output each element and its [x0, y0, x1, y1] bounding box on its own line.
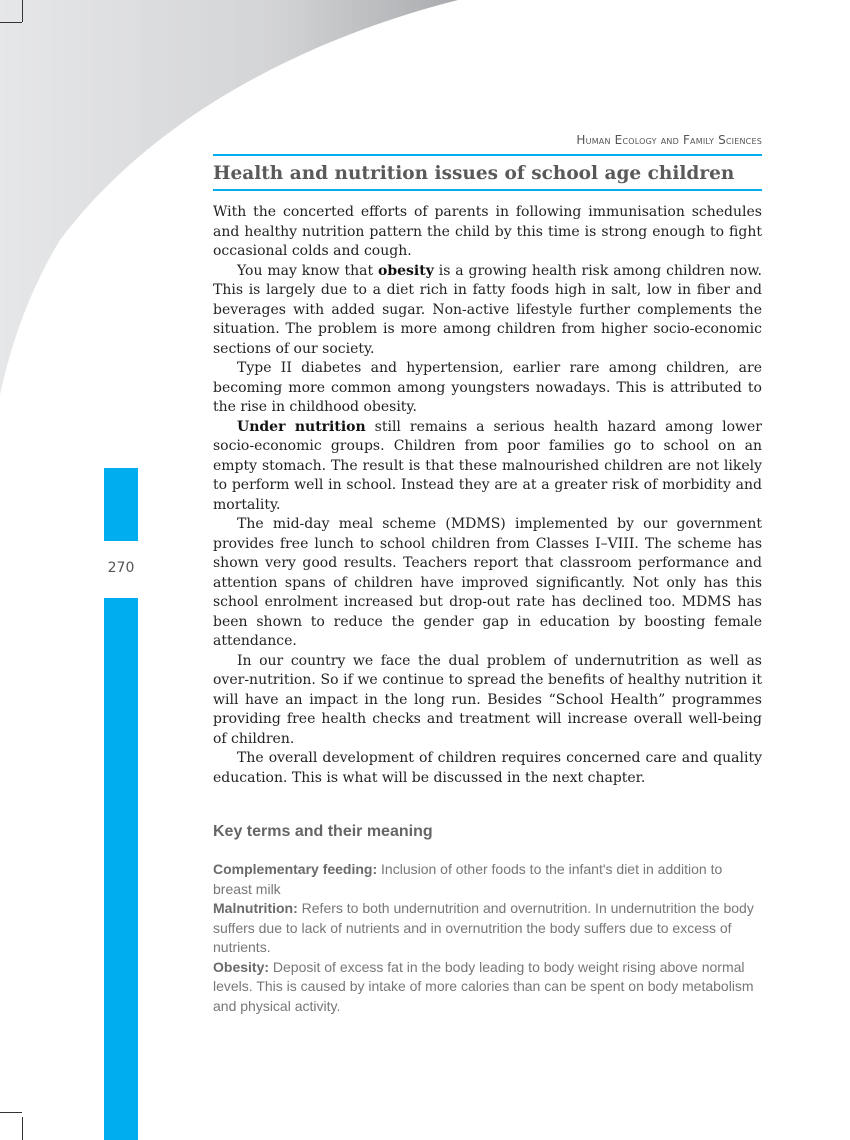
paragraph: The overall development of children requires concerned care and quality education. This is what will be discussed in the next chapter.	[213, 750, 762, 786]
crop-mark	[0, 1112, 22, 1113]
section-title: Health and nutrition issues of school age children	[213, 163, 735, 184]
paragraph: Under nutrition still remains a serious health hazard among lower socio-economic groups. Children from poor families go to school on an empty stomach. The result is that these malnourished children are not likely to perform well in school. Instead they are at a greater risk of morbidity and mortality.	[213, 418, 762, 513]
running-head: Human Ecology and Family Sciences	[576, 133, 762, 147]
key-term-definition: Inclusion of other foods to the infant's diet in addition to breast milk	[213, 861, 723, 897]
key-terms-list	[213, 860, 762, 1016]
crop-mark	[0, 22, 22, 23]
crop-mark	[22, 1117, 23, 1140]
paragraph: The mid-day meal scheme (MDMS) implemented by our government provides free lunch to school children from Classes I–VIII. The scheme has shown very good results. Teachers report that classroom performance and attention spans of children have improved significantly. Not only has this school enrolment increased but drop-out rate has declined too. MDMS has been shown to reduce the gender gap in education by boosting female attendance.	[213, 516, 762, 649]
paragraph: With the concerted efforts of parents in following immunisation schedules and healthy nutrition pattern the child by this time is strong enough to fight occasional colds and cough.	[213, 204, 762, 259]
bold-term: Under nutrition	[237, 418, 366, 435]
key-term: Obesity:	[213, 958, 270, 975]
key-term-item	[213, 860, 762, 899]
paragraph: You may know that obesity is a growing health risk among children now. This is largely due to a diet rich in fatty foods high in salt, low in fiber and beverages with added sugar. Non-active lifestyle further complements the situation. The problem is more among children from higher socio-economic sections of our society.	[213, 262, 762, 357]
side-bar-upper	[104, 468, 138, 541]
side-bar-lower	[104, 598, 138, 1140]
key-term-definition: Refers to both undernutrition and overnutrition. In undernutrition the body suffers due to lack of nutrients and in overnutrition the body suffers due to excess of nutrients.	[213, 900, 754, 955]
key-term: Complementary feeding:	[213, 861, 378, 877]
header-rule	[213, 154, 762, 156]
paragraph: In our country we face the dual problem of undernutrition as well as over-nutrition. So if we continue to spread the benefits of healthy nutrition it will have an impact in the long run. Besides “School Health” programmes providing free health checks and treatment will increase overall well-being of children.	[213, 652, 762, 747]
key-term-definition: Deposit of excess fat in the body leading to body weight rising above normal levels. This is caused by intake of more calories than can be spent on body metabolism and physical activity.	[213, 958, 754, 1014]
body-text	[213, 203, 762, 788]
key-term-item	[213, 958, 762, 1017]
title-rule	[213, 189, 762, 191]
crop-mark	[22, 0, 23, 22]
page-number: 270	[107, 560, 135, 576]
key-term: Malnutrition:	[213, 900, 298, 916]
key-terms-title: Key terms and their meaning	[213, 823, 433, 840]
paragraph: Type II diabetes and hypertension, earlier rare among children, are becoming more common among youngsters nowadays. This is attributed to the rise in childhood obesity.	[213, 360, 762, 415]
bold-term: obesity	[378, 262, 434, 279]
key-term-item	[213, 899, 762, 958]
